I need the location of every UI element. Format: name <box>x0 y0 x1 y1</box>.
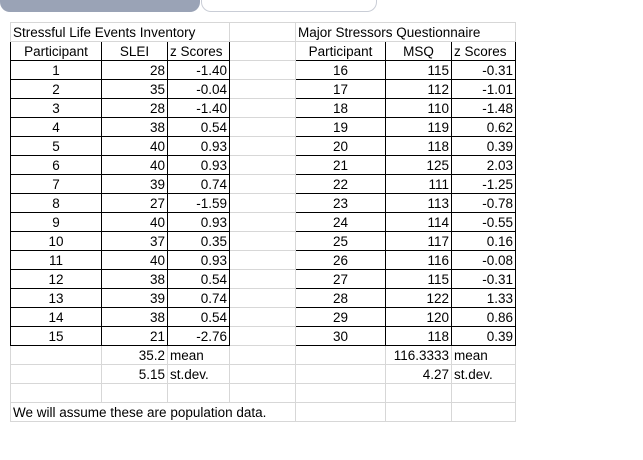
msq-z-cell[interactable]: 0.16 <box>452 232 516 251</box>
slei-score-cell[interactable]: 38 <box>102 270 168 289</box>
empty-cell[interactable] <box>230 327 296 346</box>
empty-cell[interactable] <box>230 175 296 194</box>
empty-cell[interactable] <box>296 403 386 422</box>
note-text[interactable]: We will assume these are population data. <box>11 403 296 422</box>
empty-cell[interactable] <box>452 384 516 403</box>
slei-score-cell[interactable]: 40 <box>102 213 168 232</box>
msq-score-cell[interactable]: 122 <box>386 289 452 308</box>
table-row <box>11 194 516 213</box>
slei-score-cell[interactable]: 35 <box>102 80 168 99</box>
table-row <box>11 61 516 80</box>
empty-cell[interactable] <box>230 289 296 308</box>
stdev-row <box>11 365 516 384</box>
empty-cell[interactable] <box>168 384 230 403</box>
slei-score-cell[interactable]: 38 <box>102 118 168 137</box>
empty-cell[interactable] <box>230 251 296 270</box>
slei-participant-cell[interactable]: 2 <box>11 80 102 99</box>
msq-participant-cell[interactable]: 26 <box>296 251 386 270</box>
slei-participant-cell[interactable]: 6 <box>11 156 102 175</box>
empty-cell[interactable] <box>230 99 296 118</box>
msq-header-value[interactable]: MSQ <box>386 42 452 61</box>
msq-z-cell[interactable]: -1.01 <box>452 80 516 99</box>
slei-sd-label[interactable]: st.dev. <box>168 365 230 384</box>
msq-participant-cell[interactable]: 17 <box>296 80 386 99</box>
empty-cell[interactable] <box>230 270 296 289</box>
slei-score-cell[interactable]: 28 <box>102 99 168 118</box>
slei-participant-cell[interactable]: 7 <box>11 175 102 194</box>
msq-z-cell[interactable]: 2.03 <box>452 156 516 175</box>
empty-cell[interactable] <box>386 403 452 422</box>
slei-sd-value[interactable]: 5.15 <box>102 365 168 384</box>
msq-participant-cell[interactable]: 30 <box>296 327 386 346</box>
table-row <box>11 251 516 270</box>
msq-header-z[interactable]: z Scores <box>452 42 516 61</box>
empty-cell[interactable] <box>296 346 386 365</box>
empty-cell[interactable] <box>230 23 296 42</box>
msq-participant-cell[interactable]: 22 <box>296 175 386 194</box>
sheet-tab-bar <box>0 0 643 12</box>
msq-z-cell[interactable]: 0.39 <box>452 327 516 346</box>
slei-score-cell[interactable]: 39 <box>102 175 168 194</box>
slei-z-cell[interactable]: 0.35 <box>168 232 230 251</box>
slei-z-cell[interactable]: 0.93 <box>168 156 230 175</box>
empty-cell[interactable] <box>230 194 296 213</box>
slei-participant-cell[interactable]: 8 <box>11 194 102 213</box>
slei-mean-value[interactable]: 35.2 <box>102 346 168 365</box>
blank-row <box>11 384 516 403</box>
spreadsheet-grid[interactable] <box>10 22 516 422</box>
msq-score-cell[interactable]: 118 <box>386 327 452 346</box>
empty-cell[interactable] <box>230 42 296 61</box>
empty-cell[interactable] <box>230 61 296 80</box>
empty-cell[interactable] <box>230 384 296 403</box>
msq-participant-cell[interactable]: 20 <box>296 137 386 156</box>
slei-participant-cell[interactable]: 14 <box>11 308 102 327</box>
msq-participant-cell[interactable]: 16 <box>296 61 386 80</box>
slei-participant-cell[interactable]: 12 <box>11 270 102 289</box>
msq-sd-label[interactable]: st.dev. <box>452 365 516 384</box>
slei-score-cell[interactable]: 28 <box>102 61 168 80</box>
msq-participant-cell[interactable]: 18 <box>296 99 386 118</box>
table-row <box>11 80 516 99</box>
table-row <box>11 118 516 137</box>
msq-z-cell[interactable]: -0.55 <box>452 213 516 232</box>
msq-header-participant[interactable]: Participant <box>296 42 386 61</box>
empty-cell[interactable] <box>230 137 296 156</box>
table-row <box>11 213 516 232</box>
empty-cell[interactable] <box>11 365 102 384</box>
slei-z-cell[interactable]: 0.54 <box>168 308 230 327</box>
msq-title[interactable]: Major Stressors Questionnaire <box>296 23 516 42</box>
empty-cell[interactable] <box>230 232 296 251</box>
msq-score-cell[interactable]: 118 <box>386 137 452 156</box>
slei-score-cell[interactable]: 40 <box>102 156 168 175</box>
table-row <box>11 175 516 194</box>
sheet-tab-active[interactable] <box>0 0 200 12</box>
msq-participant-cell[interactable]: 29 <box>296 308 386 327</box>
msq-participant-cell[interactable]: 25 <box>296 232 386 251</box>
empty-cell[interactable] <box>230 118 296 137</box>
msq-score-cell[interactable]: 119 <box>386 118 452 137</box>
slei-z-cell[interactable]: 0.93 <box>168 137 230 156</box>
slei-score-cell[interactable]: 40 <box>102 251 168 270</box>
slei-z-cell[interactable]: 0.74 <box>168 175 230 194</box>
msq-score-cell[interactable]: 117 <box>386 232 452 251</box>
slei-participant-cell[interactable]: 3 <box>11 99 102 118</box>
msq-score-cell[interactable]: 112 <box>386 80 452 99</box>
slei-z-cell[interactable]: 0.74 <box>168 289 230 308</box>
table-row <box>11 289 516 308</box>
slei-z-cell[interactable]: -2.76 <box>168 327 230 346</box>
msq-participant-cell[interactable]: 27 <box>296 270 386 289</box>
slei-score-cell[interactable]: 27 <box>102 194 168 213</box>
slei-participant-cell[interactable]: 1 <box>11 61 102 80</box>
msq-score-cell[interactable]: 113 <box>386 194 452 213</box>
msq-z-cell[interactable]: -1.48 <box>452 99 516 118</box>
slei-header-value[interactable]: SLEI <box>102 42 168 61</box>
msq-z-cell[interactable]: 0.62 <box>452 118 516 137</box>
msq-z-cell[interactable]: 0.86 <box>452 308 516 327</box>
msq-mean-value[interactable]: 116.3333 <box>386 346 452 365</box>
msq-score-cell[interactable]: 116 <box>386 251 452 270</box>
msq-sd-value[interactable]: 4.27 <box>386 365 452 384</box>
empty-cell[interactable] <box>386 384 452 403</box>
slei-score-cell[interactable]: 39 <box>102 289 168 308</box>
slei-participant-cell[interactable]: 11 <box>11 251 102 270</box>
table-row <box>11 137 516 156</box>
msq-mean-label[interactable]: mean <box>452 346 516 365</box>
msq-z-cell[interactable]: -0.08 <box>452 251 516 270</box>
msq-participant-cell[interactable]: 23 <box>296 194 386 213</box>
slei-score-cell[interactable]: 21 <box>102 327 168 346</box>
slei-participant-cell[interactable]: 10 <box>11 232 102 251</box>
empty-cell[interactable] <box>230 365 296 384</box>
empty-cell[interactable] <box>230 346 296 365</box>
slei-title[interactable]: Stressful Life Events Inventory <box>11 23 230 42</box>
table-row <box>11 99 516 118</box>
slei-header-participant[interactable]: Participant <box>11 42 102 61</box>
msq-z-cell[interactable]: 0.39 <box>452 137 516 156</box>
slei-participant-cell[interactable]: 15 <box>11 327 102 346</box>
msq-z-cell[interactable]: 1.33 <box>452 289 516 308</box>
slei-participant-cell[interactable]: 4 <box>11 118 102 137</box>
slei-header-z[interactable]: z Scores <box>168 42 230 61</box>
msq-z-cell[interactable]: -0.31 <box>452 270 516 289</box>
empty-cell[interactable] <box>230 213 296 232</box>
empty-cell[interactable] <box>230 80 296 99</box>
slei-z-cell[interactable]: 0.93 <box>168 251 230 270</box>
slei-participant-cell[interactable]: 5 <box>11 137 102 156</box>
msq-score-cell[interactable]: 120 <box>386 308 452 327</box>
table-row <box>11 232 516 251</box>
msq-z-cell[interactable]: -0.78 <box>452 194 516 213</box>
msq-participant-cell[interactable]: 24 <box>296 213 386 232</box>
slei-participant-cell[interactable]: 13 <box>11 289 102 308</box>
slei-z-cell[interactable]: -0.04 <box>168 80 230 99</box>
msq-participant-cell[interactable]: 28 <box>296 289 386 308</box>
slei-z-cell[interactable]: -1.40 <box>168 61 230 80</box>
msq-score-cell[interactable]: 115 <box>386 270 452 289</box>
empty-cell[interactable] <box>11 384 102 403</box>
mean-row <box>11 346 516 365</box>
slei-z-cell[interactable]: -1.59 <box>168 194 230 213</box>
header-row <box>11 42 516 61</box>
msq-participant-cell[interactable]: 21 <box>296 156 386 175</box>
msq-score-cell[interactable]: 115 <box>386 61 452 80</box>
msq-score-cell[interactable]: 114 <box>386 213 452 232</box>
empty-cell[interactable] <box>452 403 516 422</box>
empty-cell[interactable] <box>230 308 296 327</box>
table-row <box>11 156 516 175</box>
empty-cell[interactable] <box>102 384 168 403</box>
msq-z-cell[interactable]: -0.31 <box>452 61 516 80</box>
msq-score-cell[interactable]: 125 <box>386 156 452 175</box>
table-row <box>11 308 516 327</box>
note-row <box>11 403 516 422</box>
title-row <box>11 23 516 42</box>
msq-score-cell[interactable]: 110 <box>386 99 452 118</box>
msq-participant-cell[interactable]: 19 <box>296 118 386 137</box>
table-row <box>11 327 516 346</box>
empty-cell[interactable] <box>230 156 296 175</box>
slei-z-cell[interactable]: -1.40 <box>168 99 230 118</box>
slei-score-cell[interactable]: 38 <box>102 308 168 327</box>
slei-z-cell[interactable]: 0.93 <box>168 213 230 232</box>
msq-score-cell[interactable]: 111 <box>386 175 452 194</box>
empty-cell[interactable] <box>296 384 386 403</box>
slei-score-cell[interactable]: 37 <box>102 232 168 251</box>
sheet-tab-inactive[interactable] <box>201 0 377 12</box>
empty-cell[interactable] <box>296 365 386 384</box>
slei-participant-cell[interactable]: 9 <box>11 213 102 232</box>
empty-cell[interactable] <box>11 346 102 365</box>
slei-z-cell[interactable]: 0.54 <box>168 270 230 289</box>
msq-z-cell[interactable]: -1.25 <box>452 175 516 194</box>
slei-mean-label[interactable]: mean <box>168 346 230 365</box>
slei-z-cell[interactable]: 0.54 <box>168 118 230 137</box>
slei-score-cell[interactable]: 40 <box>102 137 168 156</box>
table-row <box>11 270 516 289</box>
